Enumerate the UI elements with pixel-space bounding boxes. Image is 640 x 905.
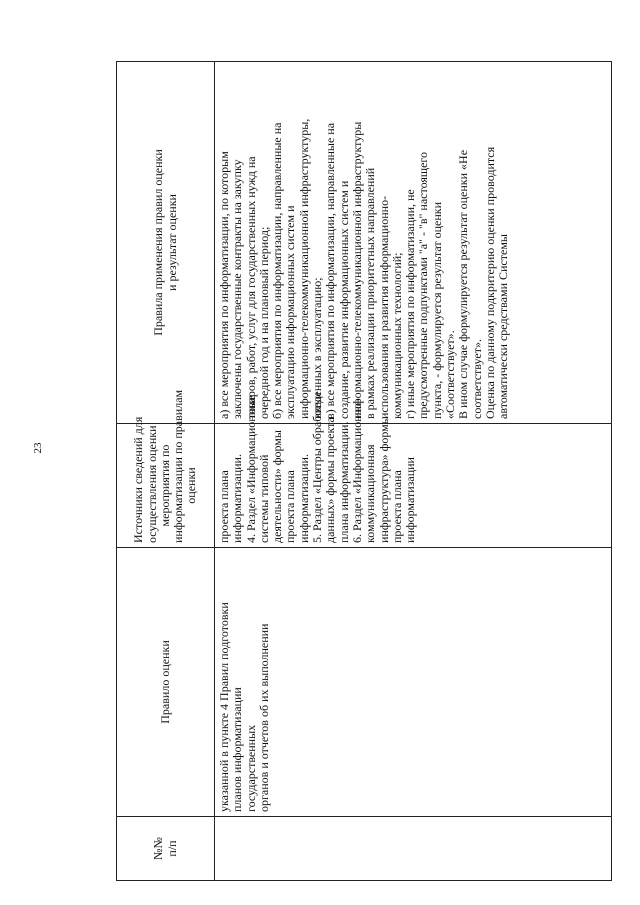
text-line: информатизации. bbox=[230, 454, 245, 543]
text-line: органов и отчетов об их выполнении bbox=[256, 623, 271, 812]
text-line: проекта плана bbox=[217, 470, 231, 543]
cell-apply bbox=[215, 62, 612, 424]
text-line: информационно-телекоммуникационной инфраструктуры bbox=[349, 121, 364, 419]
text-line: товаров, работ, услуг для государственных нужд на bbox=[243, 156, 258, 419]
text-line: б) все мероприятия по информатизации, направленные на bbox=[270, 122, 285, 419]
text-line: Правило оценки bbox=[157, 640, 172, 724]
text-line: оценки bbox=[184, 467, 199, 504]
text-line: №№ bbox=[151, 837, 166, 860]
text-line: введенных в эксплуатацию; bbox=[310, 277, 325, 419]
header-rule bbox=[117, 548, 215, 817]
text-line: в рамках реализации приоритетных направлений bbox=[363, 167, 378, 419]
text-line: 4. Раздел «Информационные bbox=[243, 395, 258, 543]
text-line: использования и развития информационно- bbox=[376, 195, 391, 419]
text-line: очередной год и на плановый период; bbox=[256, 226, 271, 419]
page-number: 23 bbox=[32, 442, 44, 454]
text-line: автоматически средствами Системы bbox=[496, 234, 511, 419]
text-line: Источники сведений для bbox=[131, 416, 146, 543]
text-line: проекта плана bbox=[389, 470, 404, 543]
text-line: планов информатизации bbox=[230, 687, 245, 812]
text-line: указанной в пункте 4 Правил подготовки bbox=[217, 602, 231, 812]
text-line: предусмотренные подпунктами "а" - "в" настоящего bbox=[416, 151, 431, 419]
text-line: плана информатизации. bbox=[336, 421, 351, 543]
header-num bbox=[117, 817, 215, 881]
text-line: системы типовой bbox=[256, 454, 271, 543]
text-line: 6. Раздел «Информационно- bbox=[349, 398, 364, 543]
text-line: г) иные мероприятия по информатизации, не bbox=[403, 189, 418, 419]
text-line: эксплуатацию информационных систем и bbox=[283, 205, 298, 419]
header-apply bbox=[117, 62, 215, 424]
text-line: «Соответствует». bbox=[443, 330, 458, 419]
text-line: данных» формы проекта bbox=[323, 417, 338, 543]
text-line: Оценка по данному подкритерию оценки проводится bbox=[482, 146, 497, 419]
text-line: п/п bbox=[164, 840, 179, 857]
cell-rule bbox=[215, 548, 612, 817]
text-line: мероприятия по bbox=[157, 444, 172, 527]
text-line: информатизации bbox=[403, 457, 418, 543]
text-line: коммуникационных технологий; bbox=[389, 252, 404, 419]
table-row bbox=[215, 62, 612, 881]
text-line: соответствует». bbox=[469, 339, 484, 419]
header-sources bbox=[117, 389, 215, 548]
text-line: проекта плана bbox=[283, 470, 298, 543]
text-line: информационно-телекоммуникационной инфраструктуры, bbox=[296, 118, 311, 419]
text-line: информатизации. bbox=[296, 454, 311, 543]
text-line: 5. Раздел «Центры обработки bbox=[310, 392, 325, 543]
text-line: осуществления оценки bbox=[144, 425, 159, 543]
text-line: информатизации по правилам bbox=[171, 389, 186, 543]
text-line: Правила применения правил оценки bbox=[151, 149, 166, 336]
table-header-row bbox=[117, 62, 215, 881]
text-line: деятельности» формы bbox=[270, 430, 285, 543]
text-line: в) все мероприятия по информатизации, направленные на bbox=[323, 122, 338, 419]
text-line: а) все мероприятия по информатизации, по которым bbox=[217, 151, 231, 419]
text-line: государственных bbox=[243, 724, 258, 812]
text-line: и результат оценки bbox=[164, 194, 179, 291]
text-line: инфраструктура» формы bbox=[376, 416, 391, 543]
text-line: пункта, - формулируется результат оценки bbox=[429, 201, 444, 419]
text-line: заключены государственные контракты на закупку bbox=[230, 159, 245, 419]
text-line: коммуникационная bbox=[363, 444, 378, 543]
cell-sources bbox=[215, 392, 612, 548]
text-line: создание, развитие информационных систем и bbox=[336, 180, 351, 419]
text-line: В ином случае формулируется результат оценки «Не bbox=[456, 149, 471, 419]
evaluation-rules-table bbox=[116, 61, 612, 881]
rotated-page bbox=[116, 62, 612, 881]
cell-num bbox=[215, 817, 612, 881]
